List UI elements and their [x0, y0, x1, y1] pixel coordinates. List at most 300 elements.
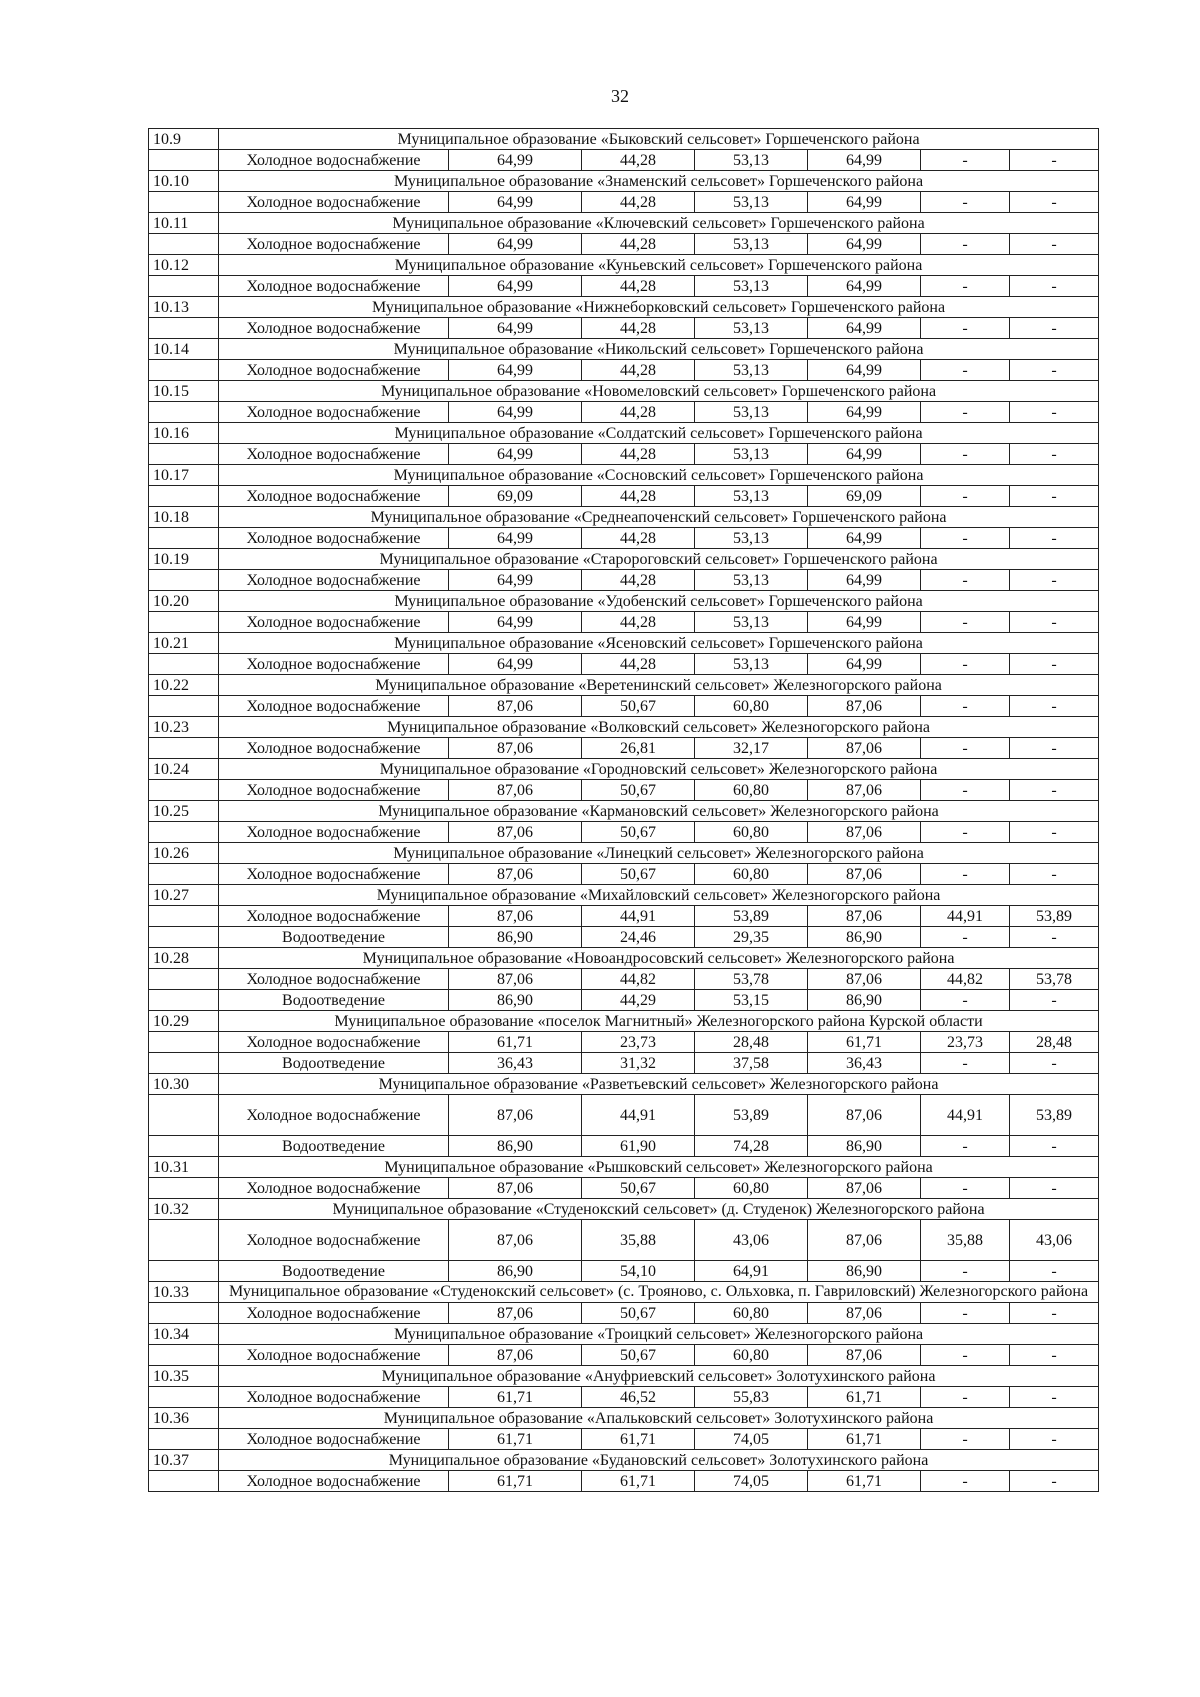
section-number: 10.36	[149, 1408, 219, 1429]
section-number: 10.24	[149, 759, 219, 780]
section-number: 10.19	[149, 549, 219, 570]
tariff-value: 43,06	[1010, 1220, 1099, 1261]
tariff-value: 87,06	[449, 864, 582, 885]
tariff-value: 87,06	[808, 906, 921, 927]
tariff-value: -	[921, 1429, 1010, 1450]
section-header-row	[149, 1282, 1099, 1303]
tariff-row	[149, 570, 1099, 591]
tariff-value: 60,80	[695, 1178, 808, 1199]
tariff-value: -	[921, 1261, 1010, 1282]
tariff-value: -	[921, 444, 1010, 465]
municipality-title: Муниципальное образование «Удобенский сельсовет» Горшеченского района	[219, 591, 1099, 612]
tariff-value: -	[921, 654, 1010, 675]
tariff-value: -	[1010, 276, 1099, 297]
service-name: Холодное водоснабжение	[219, 906, 449, 927]
service-name: Холодное водоснабжение	[219, 1178, 449, 1199]
section-header-row	[149, 423, 1099, 444]
tariff-value: -	[1010, 528, 1099, 549]
municipality-title: Муниципальное образование «Куньевский сельсовет» Горшеченского района	[219, 255, 1099, 276]
municipality-title: Муниципальное образование «Волковский сельсовет» Железногорского района	[219, 717, 1099, 738]
tariff-value: 53,13	[695, 276, 808, 297]
tariff-value: 61,71	[449, 1387, 582, 1408]
number-spacer-cell	[149, 318, 219, 339]
tariff-value: -	[1010, 696, 1099, 717]
section-header-row	[149, 297, 1099, 318]
tariff-value: -	[1010, 486, 1099, 507]
section-number: 10.9	[149, 129, 219, 150]
tariff-value: 60,80	[695, 1345, 808, 1366]
service-name: Холодное водоснабжение	[219, 486, 449, 507]
tariff-value: -	[1010, 360, 1099, 381]
service-name: Холодное водоснабжение	[219, 402, 449, 423]
tariff-value: 87,06	[808, 696, 921, 717]
tariff-value: 53,89	[1010, 1095, 1099, 1136]
tariff-value: -	[1010, 738, 1099, 759]
tariff-value: -	[921, 990, 1010, 1011]
tariff-value: 64,99	[808, 234, 921, 255]
number-spacer-cell	[149, 1032, 219, 1053]
page-number: 32	[611, 86, 629, 106]
section-header-row	[149, 1324, 1099, 1345]
number-spacer-cell	[149, 402, 219, 423]
service-name: Водоотведение	[219, 927, 449, 948]
section-number: 10.26	[149, 843, 219, 864]
tariff-value: -	[1010, 780, 1099, 801]
section-number: 10.32	[149, 1199, 219, 1220]
tariff-value: 53,13	[695, 654, 808, 675]
tariff-value: 50,67	[582, 864, 695, 885]
service-name: Холодное водоснабжение	[219, 1220, 449, 1261]
section-number: 10.18	[149, 507, 219, 528]
tariff-value: 44,91	[921, 1095, 1010, 1136]
tariff-value: 53,78	[695, 969, 808, 990]
tariff-value: 64,99	[449, 570, 582, 591]
tariff-value: 64,99	[808, 402, 921, 423]
number-spacer-cell	[149, 780, 219, 801]
tariff-value: 44,28	[582, 150, 695, 171]
tariff-value: 60,80	[695, 1303, 808, 1324]
tariff-value: 60,80	[695, 696, 808, 717]
number-spacer-cell	[149, 1053, 219, 1074]
tariff-value: -	[1010, 1429, 1099, 1450]
section-header-row	[149, 1199, 1099, 1220]
tariff-value: -	[1010, 1053, 1099, 1074]
tariff-value: -	[921, 1387, 1010, 1408]
tariff-value: -	[921, 192, 1010, 213]
tariff-row	[149, 864, 1099, 885]
service-name: Водоотведение	[219, 1053, 449, 1074]
tariff-value: 60,80	[695, 780, 808, 801]
tariff-value: 61,71	[449, 1032, 582, 1053]
tariff-value: 53,89	[1010, 906, 1099, 927]
tariff-value: 44,82	[921, 969, 1010, 990]
section-number: 10.25	[149, 801, 219, 822]
tariff-value: 44,28	[582, 570, 695, 591]
section-number: 10.35	[149, 1366, 219, 1387]
service-name: Холодное водоснабжение	[219, 528, 449, 549]
tariff-value: 61,71	[808, 1471, 921, 1492]
tariff-value: -	[921, 696, 1010, 717]
tariff-value: -	[1010, 927, 1099, 948]
tariff-value: 53,13	[695, 150, 808, 171]
tariff-value: 53,89	[695, 906, 808, 927]
service-name: Холодное водоснабжение	[219, 738, 449, 759]
tariff-value: 87,06	[449, 1220, 582, 1261]
section-header-row	[149, 675, 1099, 696]
tariff-value: 64,91	[695, 1261, 808, 1282]
tariff-value: -	[921, 150, 1010, 171]
service-name: Холодное водоснабжение	[219, 276, 449, 297]
tariff-value: 53,13	[695, 570, 808, 591]
tariff-value: 64,99	[449, 528, 582, 549]
number-spacer-cell	[149, 1136, 219, 1157]
tariff-value: 36,43	[808, 1053, 921, 1074]
number-spacer-cell	[149, 1220, 219, 1261]
tariff-value: 64,99	[449, 150, 582, 171]
section-number: 10.31	[149, 1157, 219, 1178]
tariff-value: 87,06	[808, 780, 921, 801]
section-header-row	[149, 759, 1099, 780]
municipality-title: Муниципальное образование «Быковский сельсовет» Горшеченского района	[219, 129, 1099, 150]
section-number: 10.11	[149, 213, 219, 234]
tariff-row	[149, 1095, 1099, 1136]
tariff-value: -	[1010, 1178, 1099, 1199]
tariff-row	[149, 234, 1099, 255]
tariff-value: 61,71	[582, 1471, 695, 1492]
section-header-row	[149, 633, 1099, 654]
section-header-row	[149, 1408, 1099, 1429]
tariff-value: 54,10	[582, 1261, 695, 1282]
number-spacer-cell	[149, 1387, 219, 1408]
tariff-value: -	[921, 486, 1010, 507]
tariff-value: 61,90	[582, 1136, 695, 1157]
tariff-value: 28,48	[695, 1032, 808, 1053]
section-number: 10.12	[149, 255, 219, 276]
tariff-value: -	[1010, 1345, 1099, 1366]
number-spacer-cell	[149, 150, 219, 171]
section-header-row	[149, 1074, 1099, 1095]
tariff-value: 64,99	[449, 192, 582, 213]
tariff-value: 53,13	[695, 612, 808, 633]
tariff-value: 50,67	[582, 822, 695, 843]
tariff-value: 50,67	[582, 780, 695, 801]
municipality-title: Муниципальное образование «Троицкий сельсовет» Железногорского района	[219, 1324, 1099, 1345]
tariff-row	[149, 192, 1099, 213]
tariff-value: 87,06	[808, 1303, 921, 1324]
tariff-value: 44,28	[582, 528, 695, 549]
number-spacer-cell	[149, 1345, 219, 1366]
tariff-value: 37,58	[695, 1053, 808, 1074]
service-name: Холодное водоснабжение	[219, 234, 449, 255]
tariff-value: 35,88	[921, 1220, 1010, 1261]
municipality-title: Муниципальное образование «Будановский сельсовет» Золотухинского района	[219, 1450, 1099, 1471]
number-spacer-cell	[149, 1095, 219, 1136]
tariff-value: 86,90	[808, 927, 921, 948]
tariff-value: 44,28	[582, 402, 695, 423]
service-name: Холодное водоснабжение	[219, 1095, 449, 1136]
tariff-value: -	[921, 1053, 1010, 1074]
service-name: Холодное водоснабжение	[219, 864, 449, 885]
section-header-row	[149, 591, 1099, 612]
section-number: 10.33	[149, 1282, 219, 1303]
tariff-value: 26,81	[582, 738, 695, 759]
tariff-value: 60,80	[695, 864, 808, 885]
tariff-value: -	[921, 780, 1010, 801]
tariff-value: 64,99	[449, 360, 582, 381]
tariff-value: -	[921, 402, 1010, 423]
service-name: Холодное водоснабжение	[219, 570, 449, 591]
municipality-title: Муниципальное образование «Апальковский сельсовет» Золотухинского района	[219, 1408, 1099, 1429]
section-header-row	[149, 213, 1099, 234]
section-number: 10.16	[149, 423, 219, 444]
tariff-value: 61,71	[808, 1032, 921, 1053]
tariff-value: 44,91	[582, 1095, 695, 1136]
tariff-value: -	[921, 1471, 1010, 1492]
tariff-value: 87,06	[449, 822, 582, 843]
tariff-value: 86,90	[449, 927, 582, 948]
service-name: Водоотведение	[219, 990, 449, 1011]
section-header-row	[149, 1450, 1099, 1471]
tariff-value: 64,99	[449, 276, 582, 297]
number-spacer-cell	[149, 738, 219, 759]
tariff-value: 35,88	[582, 1220, 695, 1261]
tariff-value: 87,06	[449, 738, 582, 759]
tariff-value: 55,83	[695, 1387, 808, 1408]
number-spacer-cell	[149, 822, 219, 843]
tariff-row	[149, 822, 1099, 843]
number-spacer-cell	[149, 969, 219, 990]
tariff-value: 64,99	[449, 234, 582, 255]
tariff-value: 87,06	[449, 1345, 582, 1366]
section-header-row	[149, 1157, 1099, 1178]
section-header-row	[149, 1011, 1099, 1032]
tariff-value: 87,06	[449, 1178, 582, 1199]
section-number: 10.30	[149, 1074, 219, 1095]
tariff-value: 61,71	[808, 1387, 921, 1408]
section-header-row	[149, 381, 1099, 402]
tariff-value: 53,15	[695, 990, 808, 1011]
tariff-value: -	[921, 1345, 1010, 1366]
tariff-value: 64,99	[808, 150, 921, 171]
tariff-row	[149, 402, 1099, 423]
municipality-title: Муниципальное образование «Студенокский сельсовет» (д. Студенок) Железногорского района	[219, 1199, 1099, 1220]
municipality-title: Муниципальное образование «Новоандросовский сельсовет» Железногорского района	[219, 948, 1099, 969]
tariff-value: 23,73	[921, 1032, 1010, 1053]
section-header-row	[149, 948, 1099, 969]
section-header-row	[149, 255, 1099, 276]
number-spacer-cell	[149, 570, 219, 591]
tariff-value: 86,90	[449, 990, 582, 1011]
tariff-value: -	[1010, 990, 1099, 1011]
section-header-row	[149, 507, 1099, 528]
number-spacer-cell	[149, 1178, 219, 1199]
tariff-value: 53,13	[695, 360, 808, 381]
tariff-value: -	[921, 1178, 1010, 1199]
tariff-value: 74,05	[695, 1471, 808, 1492]
tariff-value: -	[921, 1303, 1010, 1324]
tariff-value: 44,28	[582, 444, 695, 465]
service-name: Холодное водоснабжение	[219, 1471, 449, 1492]
tariff-value: 87,06	[808, 969, 921, 990]
tariff-value: 28,48	[1010, 1032, 1099, 1053]
number-spacer-cell	[149, 864, 219, 885]
tariff-table-body	[149, 129, 1099, 1492]
tariff-value: 64,99	[449, 444, 582, 465]
section-header-row	[149, 717, 1099, 738]
section-number: 10.10	[149, 171, 219, 192]
tariff-value: 36,43	[449, 1053, 582, 1074]
tariff-value: 50,67	[582, 696, 695, 717]
number-spacer-cell	[149, 612, 219, 633]
tariff-value: 53,13	[695, 528, 808, 549]
service-name: Холодное водоснабжение	[219, 150, 449, 171]
tariff-table	[148, 128, 1099, 1492]
tariff-value: -	[1010, 402, 1099, 423]
tariff-value: 44,28	[582, 654, 695, 675]
tariff-value: 44,28	[582, 612, 695, 633]
tariff-row	[149, 528, 1099, 549]
service-name: Холодное водоснабжение	[219, 612, 449, 633]
tariff-value: 53,89	[695, 1095, 808, 1136]
section-header-row	[149, 129, 1099, 150]
tariff-value: 87,06	[808, 864, 921, 885]
tariff-row	[149, 654, 1099, 675]
municipality-title: Муниципальное образование «Ясеновский сельсовет» Горшеченского района	[219, 633, 1099, 654]
tariff-row	[149, 696, 1099, 717]
section-header-row	[149, 885, 1099, 906]
tariff-value: -	[1010, 822, 1099, 843]
number-spacer-cell	[149, 234, 219, 255]
tariff-value: 64,99	[449, 318, 582, 339]
tariff-value: 61,71	[582, 1429, 695, 1450]
number-spacer-cell	[149, 1261, 219, 1282]
service-name: Холодное водоснабжение	[219, 192, 449, 213]
tariff-value: 87,06	[808, 738, 921, 759]
municipality-title: Муниципальное образование «Михайловский сельсовет» Железногорского района	[219, 885, 1099, 906]
tariff-value: 74,28	[695, 1136, 808, 1157]
tariff-value: -	[921, 234, 1010, 255]
service-name: Холодное водоснабжение	[219, 822, 449, 843]
tariff-value: 87,06	[449, 1303, 582, 1324]
number-spacer-cell	[149, 1471, 219, 1492]
number-spacer-cell	[149, 1303, 219, 1324]
service-name: Холодное водоснабжение	[219, 444, 449, 465]
section-header-row	[149, 843, 1099, 864]
tariff-row	[149, 1220, 1099, 1261]
tariff-value: -	[1010, 612, 1099, 633]
tariff-row	[149, 318, 1099, 339]
service-name: Холодное водоснабжение	[219, 969, 449, 990]
tariff-row	[149, 906, 1099, 927]
service-name: Холодное водоснабжение	[219, 1429, 449, 1450]
number-spacer-cell	[149, 906, 219, 927]
tariff-row	[149, 486, 1099, 507]
section-header-row	[149, 465, 1099, 486]
tariff-value: 44,91	[921, 906, 1010, 927]
service-name: Холодное водоснабжение	[219, 1345, 449, 1366]
tariff-value: 53,13	[695, 444, 808, 465]
tariff-value: 87,06	[808, 1220, 921, 1261]
tariff-value: 61,71	[808, 1429, 921, 1450]
tariff-row	[149, 780, 1099, 801]
tariff-value: -	[1010, 864, 1099, 885]
municipality-title: Муниципальное образование «Сосновский сельсовет» Горшеченского района	[219, 465, 1099, 486]
tariff-value: 64,99	[808, 528, 921, 549]
tariff-row	[149, 150, 1099, 171]
municipality-title: Муниципальное образование «Рышковский сельсовет» Железногорского района	[219, 1157, 1099, 1178]
tariff-value: -	[921, 528, 1010, 549]
tariff-row	[149, 969, 1099, 990]
number-spacer-cell	[149, 1429, 219, 1450]
tariff-value: 64,99	[808, 318, 921, 339]
tariff-value: 29,35	[695, 927, 808, 948]
tariff-value: 87,06	[449, 780, 582, 801]
tariff-value: 69,09	[808, 486, 921, 507]
tariff-value: -	[921, 864, 1010, 885]
municipality-title: Муниципальное образование «Разветьевский сельсовет» Железногорского района	[219, 1074, 1099, 1095]
tariff-value: 44,82	[582, 969, 695, 990]
tariff-row	[149, 1429, 1099, 1450]
number-spacer-cell	[149, 654, 219, 675]
tariff-value: -	[1010, 150, 1099, 171]
tariff-value: 64,99	[808, 276, 921, 297]
section-number: 10.17	[149, 465, 219, 486]
section-number: 10.23	[149, 717, 219, 738]
tariff-value: 86,90	[449, 1261, 582, 1282]
tariff-value: 87,06	[808, 1345, 921, 1366]
tariff-value: -	[921, 360, 1010, 381]
tariff-value: 44,91	[582, 906, 695, 927]
tariff-row	[149, 738, 1099, 759]
tariff-value: -	[1010, 654, 1099, 675]
tariff-value: 87,06	[449, 969, 582, 990]
tariff-row	[149, 612, 1099, 633]
number-spacer-cell	[149, 192, 219, 213]
number-spacer-cell	[149, 444, 219, 465]
tariff-value: 64,99	[808, 444, 921, 465]
tariff-value: 87,06	[808, 1095, 921, 1136]
service-name: Водоотведение	[219, 1261, 449, 1282]
section-number: 10.29	[149, 1011, 219, 1032]
municipality-title: Муниципальное образование «Кармановский сельсовет» Железногорского района	[219, 801, 1099, 822]
section-header-row	[149, 1366, 1099, 1387]
tariff-row	[149, 444, 1099, 465]
section-header-row	[149, 339, 1099, 360]
municipality-title: Муниципальное образование «поселок Магнитный» Железногорского района Курской области	[219, 1011, 1099, 1032]
municipality-title: Муниципальное образование «Старороговский сельсовет» Горшеченского района	[219, 549, 1099, 570]
tariff-value: -	[1010, 1303, 1099, 1324]
tariff-value: 87,06	[808, 1178, 921, 1199]
tariff-value: 50,67	[582, 1303, 695, 1324]
tariff-value: -	[1010, 192, 1099, 213]
service-name: Холодное водоснабжение	[219, 360, 449, 381]
number-spacer-cell	[149, 528, 219, 549]
tariff-row	[149, 1345, 1099, 1366]
tariff-value: 87,06	[449, 906, 582, 927]
section-number: 10.22	[149, 675, 219, 696]
tariff-value: 53,78	[1010, 969, 1099, 990]
tariff-value: 44,28	[582, 318, 695, 339]
tariff-value: -	[921, 1136, 1010, 1157]
municipality-title: Муниципальное образование «Новомеловский сельсовет» Горшеченского района	[219, 381, 1099, 402]
number-spacer-cell	[149, 276, 219, 297]
tariff-value: 74,05	[695, 1429, 808, 1450]
section-header-row	[149, 549, 1099, 570]
tariff-value: 46,52	[582, 1387, 695, 1408]
section-number: 10.37	[149, 1450, 219, 1471]
tariff-value: 50,67	[582, 1345, 695, 1366]
municipality-title: Муниципальное образование «Студенокский сельсовет» (с. Трояново, с. Ольховка, п. Гавриловский) Железногорского района	[219, 1282, 1099, 1303]
